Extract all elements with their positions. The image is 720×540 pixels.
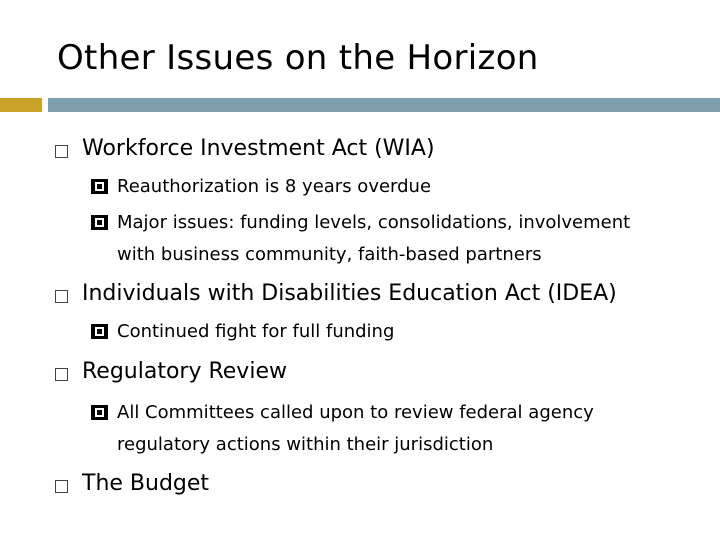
checkbox-bullet-icon <box>91 179 108 194</box>
checkbox-bullet-icon <box>91 405 108 420</box>
bullet-regulatory-review: Regulatory Review <box>82 359 287 384</box>
sub-bullet-major-issues-line2: with business community, faith-based partners <box>117 244 542 265</box>
hollow-square-bullet-icon <box>55 145 68 158</box>
checkbox-bullet-icon <box>91 324 108 339</box>
bullet-wia: Workforce Investment Act (WIA) <box>82 136 435 161</box>
bullet-idea: Individuals with Disabilities Education Act (IDEA) <box>82 281 617 306</box>
sub-bullet-major-issues-line1: Major issues: funding levels, consolidations, involvement <box>117 212 631 233</box>
sub-bullet-reauthorization: Reauthorization is 8 years overdue <box>117 176 432 197</box>
sub-bullet-continued-fight: Continued fight for full funding <box>117 321 395 342</box>
sub-bullet-all-committees-line2: regulatory actions within their jurisdiction <box>117 434 494 455</box>
sub-bullet-all-committees-line1: All Committees called upon to review federal agency <box>117 402 594 423</box>
hollow-square-bullet-icon <box>55 368 68 381</box>
checkbox-bullet-icon <box>91 215 108 230</box>
hollow-square-bullet-icon <box>55 290 68 303</box>
slide-title: Other Issues on the Horizon <box>57 38 539 78</box>
bullet-budget: The Budget <box>82 471 210 496</box>
hollow-square-bullet-icon <box>55 480 68 493</box>
